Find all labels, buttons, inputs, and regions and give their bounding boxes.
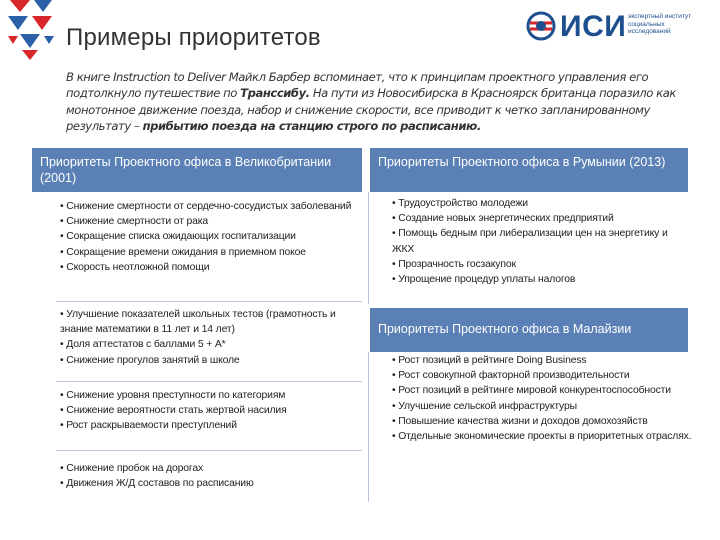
malaysia-list — [392, 353, 702, 444]
list-item: • Рост позиций в рейтинге мировой конкурентоспособности — [392, 385, 671, 397]
brand-logo — [526, 8, 696, 44]
list-item: • Снижение пробок на дорогах — [60, 463, 203, 474]
list-item: • Улучшение сельской инфраструктуры — [392, 400, 577, 412]
list-item: • Рост совокупной факторной производительности — [392, 370, 630, 382]
list-item: • Упрощение процедур уплаты налогов — [392, 274, 576, 286]
list-item: • Сокращение списка ожидающих госпитализации — [60, 231, 296, 243]
intro-text-2: На пути из Новосибирска в Красноярск британца поразило как монотонное движение поезда, набор и снижение скорости, все приводит к четко запланированному результату – — [66, 86, 676, 134]
list-item: • Помощь бедным при либерализации цен на энергетику и ЖКХ — [392, 228, 668, 255]
list-item: • Снижение уровня преступности по категориям — [60, 390, 286, 401]
list-item: • Рост позиций в рейтинге Doing Business — [392, 355, 587, 366]
logo-icon — [6, 0, 56, 62]
romania-list — [392, 196, 692, 287]
intro-text-1: В книге Instruction to Deliver Майкл Барбер вспоминает, что к принципам проектного управления его подтолкнуло путешествие по — [66, 70, 649, 101]
divider — [368, 192, 369, 304]
uk-block-crime — [60, 388, 360, 434]
list-item: • Создание новых энергетических предприятий — [392, 213, 614, 225]
list-item: • Снижение вероятности стать жертвой насилия — [60, 405, 287, 417]
uk-block-health — [60, 199, 360, 275]
uk-block-transport — [60, 461, 360, 491]
list-item: • Снижение смертности от рака — [60, 216, 209, 228]
list-item: • Сокращение времени ожидания в приемном покое — [60, 246, 306, 258]
brand-globe-icon — [526, 11, 556, 41]
malaysia-panel-header: Приоритеты Проектного офиса в Малайзии — [370, 308, 688, 352]
page-title: Примеры приоритетов — [66, 24, 321, 51]
divider — [56, 450, 362, 451]
uk-block-education — [60, 307, 360, 368]
list-item: • Трудоустройство молодежи — [392, 198, 528, 209]
list-item: • Прозрачность госзакупок — [392, 258, 516, 270]
list-item: • Улучшение показателей школьных тестов (грамотность и знание математики в 11 лет и 14 лет) — [60, 309, 336, 336]
list-item: • Отдельные экономические проекты в приоритетных отраслях. — [392, 431, 692, 443]
list-item: • Снижение смертности от сердечно-сосудистых заболеваний — [60, 201, 352, 212]
intro-paragraph — [66, 69, 696, 135]
divider — [56, 301, 362, 302]
intro-bold-1: Транссибу. — [240, 86, 310, 101]
list-item: • Скорость неотложной помощи — [60, 261, 210, 273]
romania-panel-header: Приоритеты Проектного офиса в Румынии (2013) — [370, 148, 688, 192]
list-item: • Движения Ж/Д составов по расписанию — [60, 478, 254, 490]
brand-subtitle: экспертный институт социальных исследований — [628, 13, 692, 35]
brand-name: ИСИ — [560, 10, 627, 43]
list-item: • Рост раскрываемости преступлений — [60, 420, 237, 432]
divider — [56, 381, 362, 382]
list-item: • Снижение прогулов занятий в школе — [60, 354, 240, 366]
intro-bold-2: прибытию поезда на станцию строго по расписанию. — [142, 119, 481, 134]
list-item: • Доля аттестатов с баллами 5 + А* — [60, 339, 226, 351]
list-item: • Повышение качества жизни и доходов домохозяйств — [392, 415, 648, 427]
uk-panel-header: Приоритеты Проектного офиса в Великобритании (2001) — [32, 148, 362, 192]
divider — [368, 352, 369, 502]
